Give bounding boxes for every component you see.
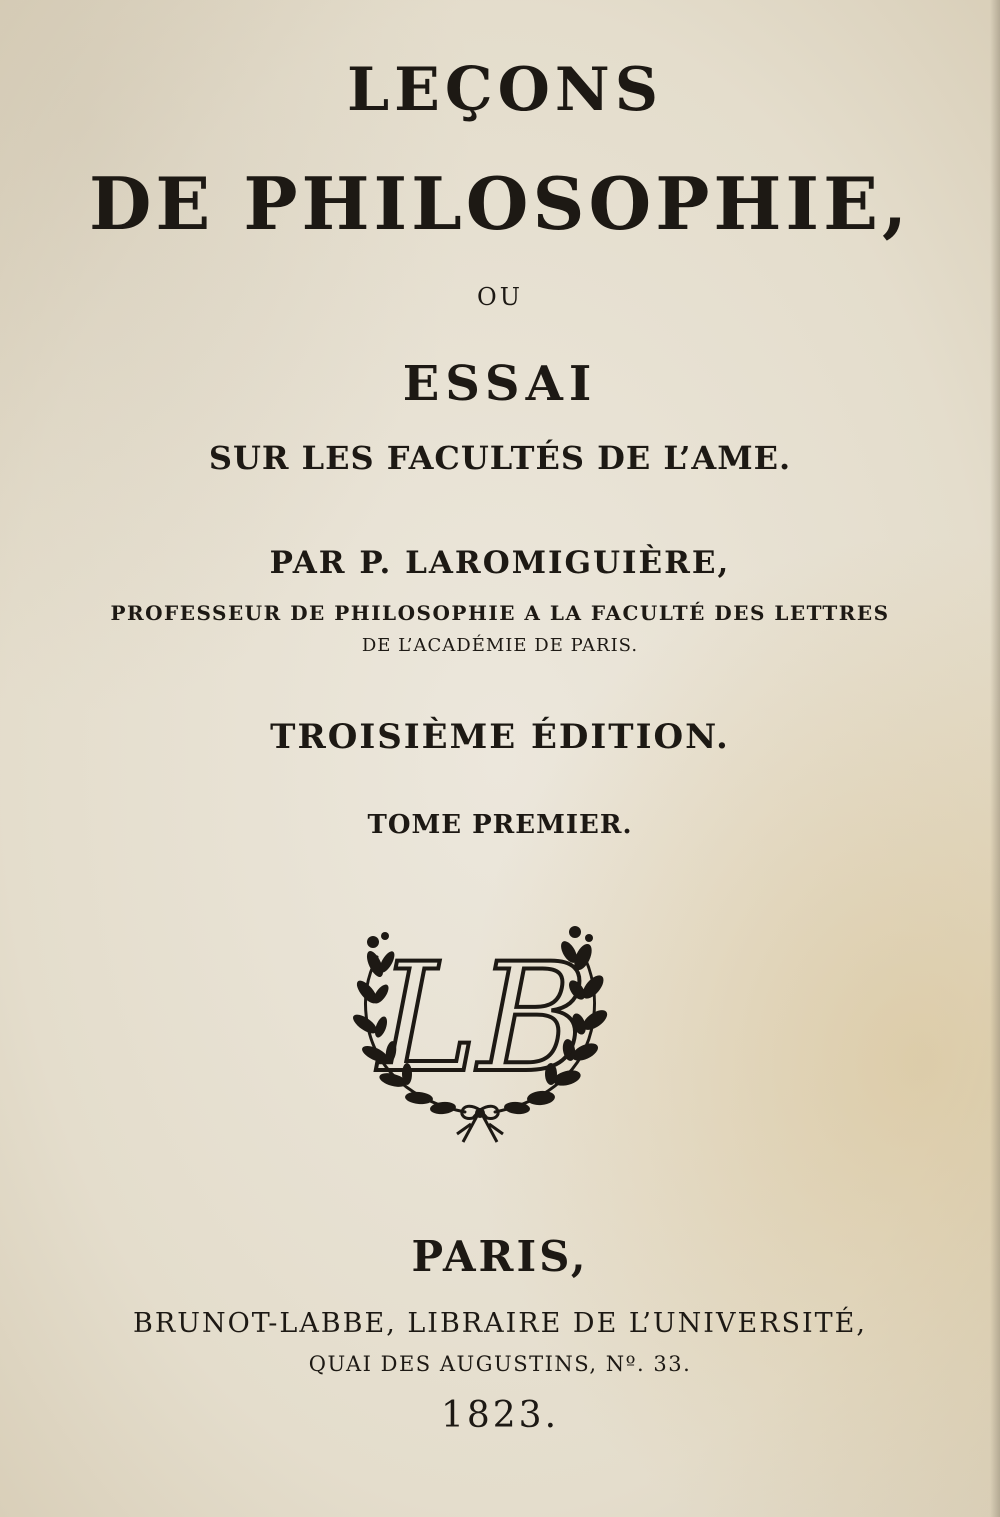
author-byline: PAR P. LAROMIGUIÈRE,	[269, 545, 731, 581]
subtitle-line-2: SUR LES FACULTÉS DE L’AME.	[208, 439, 792, 477]
title-line-1: LEÇONS	[346, 55, 664, 125]
subtitle-line-1: ESSAI	[402, 356, 598, 412]
edition-statement: TROISIÈME ÉDITION.	[270, 717, 730, 757]
imprint-city: PARIS,	[411, 1232, 589, 1281]
volume-statement: TOME PREMIER.	[367, 810, 633, 840]
monogram-wreath-icon	[345, 902, 615, 1160]
imprint-address: QUAI DES AUGUSTINS, Nº. 33.	[308, 1352, 692, 1376]
author-position-line-1: PROFESSEUR DE PHILOSOPHIE A LA FACULTÉ DES LETTRES	[110, 601, 890, 625]
imprint-year: 1823.	[440, 1395, 560, 1436]
imprint-publisher: BRUNOT-LABBE, LIBRAIRE DE L’UNIVERSITÉ,	[133, 1308, 867, 1339]
author-position-line-2: DE L’ACADÉMIE DE PARIS.	[361, 635, 639, 656]
title-line-2: DE PHILOSOPHIE,	[88, 161, 912, 246]
title-conjunction: OU	[477, 283, 523, 311]
svg-text:LB: LB	[378, 932, 588, 1106]
